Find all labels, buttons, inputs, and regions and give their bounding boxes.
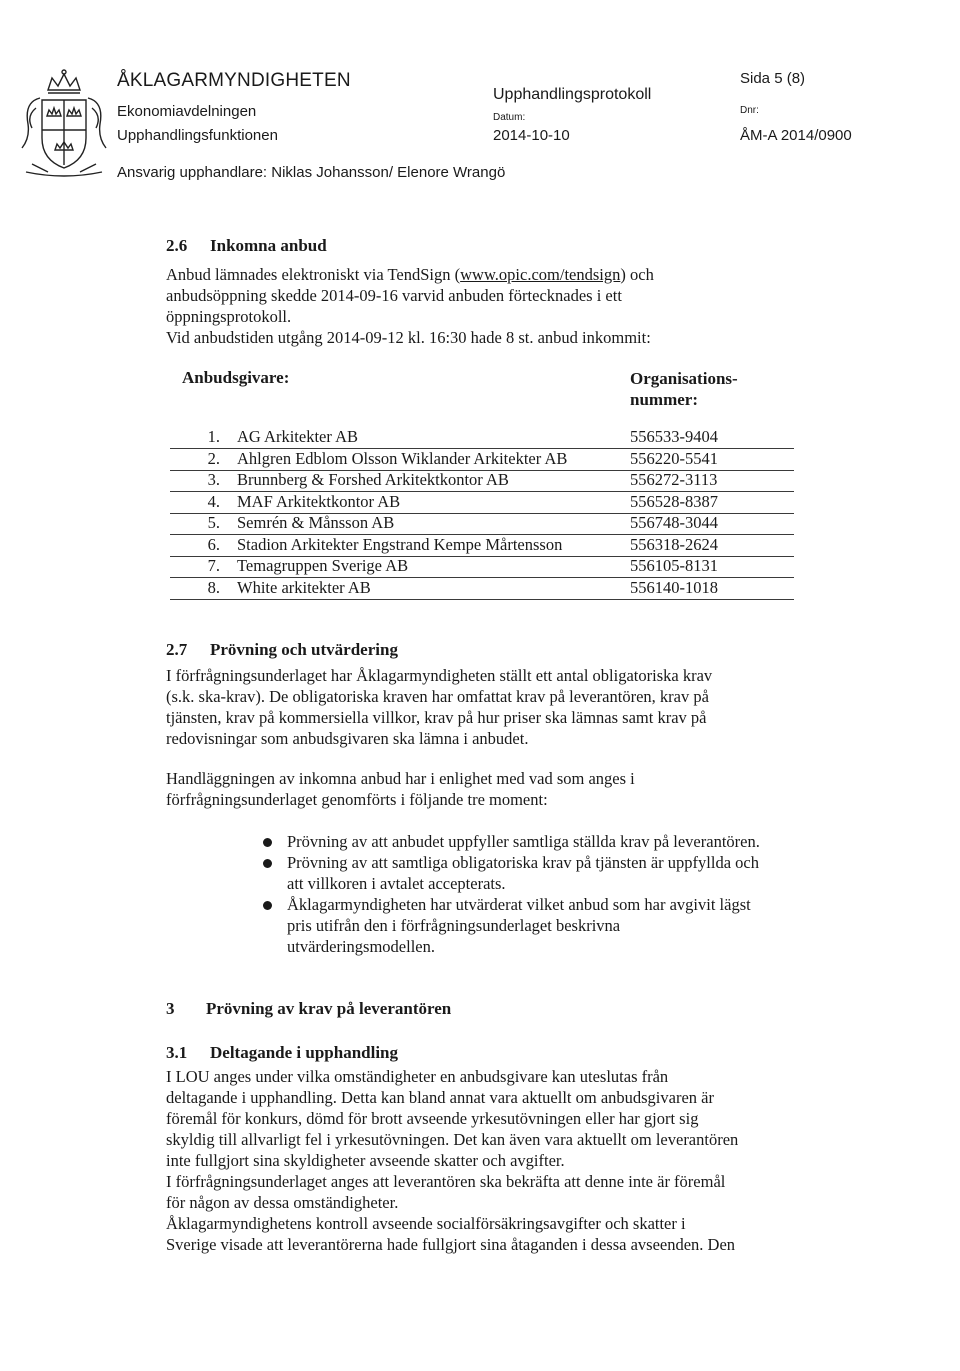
text-line: deltagande i upphandling. Detta kan bland annat vara aktuellt om anbudsgivaren är [166,1088,714,1107]
text-line: Prövning av att anbudet uppfyller samtliga ställda krav på leverantören. [287,832,760,851]
section-2-6-line1 [166,264,654,285]
bidder-row [170,578,794,600]
section-3-1-number: 3.1 [166,1043,188,1062]
bidder-row [170,470,794,492]
bidder-name: Temagruppen Sverige AB [237,556,409,575]
bidder-row [170,556,794,578]
bidder-number: 7. [207,556,220,575]
org-header-line2: nummer: [630,390,698,409]
bidder-row [170,492,794,514]
section-3-1-title: Deltagande i upphandling [210,1043,399,1062]
bidder-number: 2. [207,448,220,468]
section-2-6-line3: öppningsprotokoll. [166,307,292,326]
section-2-6-title: Inkomna anbud [210,236,327,255]
bidder-org-number: 556528-8387 [630,491,718,511]
text-line: I förfrågningsunderlaget har Åklagarmyndigheten ställt ett antal obligatoriska krav [166,666,713,685]
line1-suffix: ) och [620,265,654,284]
text-line: I förfrågningsunderlaget anges att leverantören ska bekräfta att denne inte är föremål [166,1172,726,1191]
text-line: för någon av dessa omständigheter. [166,1193,399,1212]
bidder-org-number: 556748-3044 [630,513,718,532]
bullet-item-2 [287,852,759,894]
agency-name: ÅKLAGARMYNDIGHETEN [117,70,351,91]
bidder-org-number: 556220-5541 [630,448,718,468]
section-2-6-line2: anbudsöppning skedde 2014-09-16 varvid anbuden förtecknades i ett [166,286,622,305]
coat-of-arms-logo [18,68,110,180]
text-line: inte fullgjort sina skyldigheter avseende skatter och avgifter. [166,1151,565,1170]
bidder-name: Ahlgren Edblom Olsson Wiklander Arkitekter AB [237,448,568,468]
section-2-7-paragraph-1 [166,665,712,749]
function-name: Upphandlingsfunktionen [117,127,278,144]
bidder-org-number: 556533-9404 [630,427,718,446]
text-line: utvärderingsmodellen. [287,937,436,956]
text-line: Sverige visade att leverantörerna hade fullgjort sina åtaganden i dessa avseenden. Den [166,1235,736,1254]
dnr-label: Dnr: [740,105,759,116]
text-line: I LOU anges under vilka omständigheter en anbudsgivare kan uteslutas från [166,1067,669,1086]
bidder-org-number: 556272-3113 [630,470,718,489]
bidder-name: Semrén & Månsson AB [237,513,395,532]
section-2-6-line4: Vid anbudstiden utgång 2014-09-12 kl. 16:30 hade 8 st. anbud inkommit: [166,328,651,347]
bidder-row [170,535,794,557]
text-line: Handläggningen av inkomna anbud har i enlighet med vad som anges i [166,769,635,788]
bidder-column-header: Anbudsgivare: [182,368,290,387]
bidder-row [170,513,794,535]
bidder-org-number: 556140-1018 [630,577,718,597]
bidder-number: 8. [207,577,220,597]
section-2-7-paragraph-2 [166,768,635,810]
bullet-item-1 [287,831,760,852]
bidder-number: 5. [207,513,220,532]
bullet-item-3 [287,894,751,957]
page-number: Sida 5 (8) [740,70,806,87]
text-line: förfrågningsunderlaget genomförts i följande tre moment: [166,790,548,809]
bullet-dot [263,838,272,847]
bullet-dot [263,859,272,868]
section-3-number: 3 [166,999,175,1018]
text-line: pris utifrån den i förfrågningsunderlaget beskrivna [287,916,621,935]
section-2-7-title: Prövning och utvärdering [210,640,398,659]
section-3-title: Prövning av krav på leverantören [206,999,452,1018]
bidder-name: MAF Arkitektkontor AB [237,491,401,511]
bidder-name: AG Arkitekter AB [237,427,358,446]
text-line: tjänsten, krav på kommersiella villkor, krav på hur priser ska lämnas samt krav på [166,708,707,727]
text-line: Prövning av att samtliga obligatoriska krav på tjänsten är uppfyllda och [287,853,759,872]
bidder-name: White arkitekter AB [237,577,371,597]
tendsign-link[interactable]: www.opic.com/tendsign [460,265,621,284]
bidder-name: Stadion Arkitekter Engstrand Kempe Mårtensson [237,534,563,554]
line1-prefix: Anbud lämnades elektroniskt via TendSign ( [166,265,461,284]
org-number-column-header [630,368,738,410]
bidder-number: 4. [207,491,220,511]
text-line: Åklagarmyndigheten har utvärderat vilket anbud som har avgivit lägst [287,895,751,914]
responsible-buyer: Ansvarig upphandlare: Niklas Johansson/ Elenore Wrangö [117,164,506,181]
text-line: att villkoren i avtalet accepterats. [287,874,506,893]
section-3-1-body [166,1066,738,1255]
bullet-dot [263,901,272,910]
bidder-row [170,449,794,471]
document-type: Upphandlingsprotokoll [493,86,652,103]
text-line: skyldig till allvarligt fel i yrkesutövningen. Det kan även vara aktuellt om leverantören [166,1130,739,1149]
date-label: Datum: [493,112,526,123]
org-header-line1: Organisations- [630,369,738,388]
department-name: Ekonomiavdelningen [117,103,257,120]
section-2-6-number: 2.6 [166,236,188,255]
section-2-7-number: 2.7 [166,640,188,659]
dnr-value: ÅM-A 2014/0900 [740,127,852,144]
date-value: 2014-10-10 [493,127,570,144]
bidder-name: Brunnberg & Forshed Arkitektkontor AB [237,470,509,489]
bidder-org-number: 556105-8131 [630,556,718,575]
bidder-number: 1. [207,427,220,446]
text-line: (s.k. ska-krav). De obligatoriska kraven har omfattat krav på leverantören, krav på [166,687,709,706]
text-line: Åklagarmyndighetens kontroll avseende socialförsäkringsavgifter och skatter i [166,1214,686,1233]
text-line: redovisningar som anbudsgivaren ska lämna i anbudet. [166,729,529,748]
bidder-org-number: 556318-2624 [630,534,718,554]
bidder-number: 6. [207,534,220,554]
bidder-number: 3. [207,470,220,489]
text-line: föremål för konkurs, dömd för brott avseende yrkesutövningen eller har gjort sig [166,1109,699,1128]
bidder-row [170,427,794,449]
